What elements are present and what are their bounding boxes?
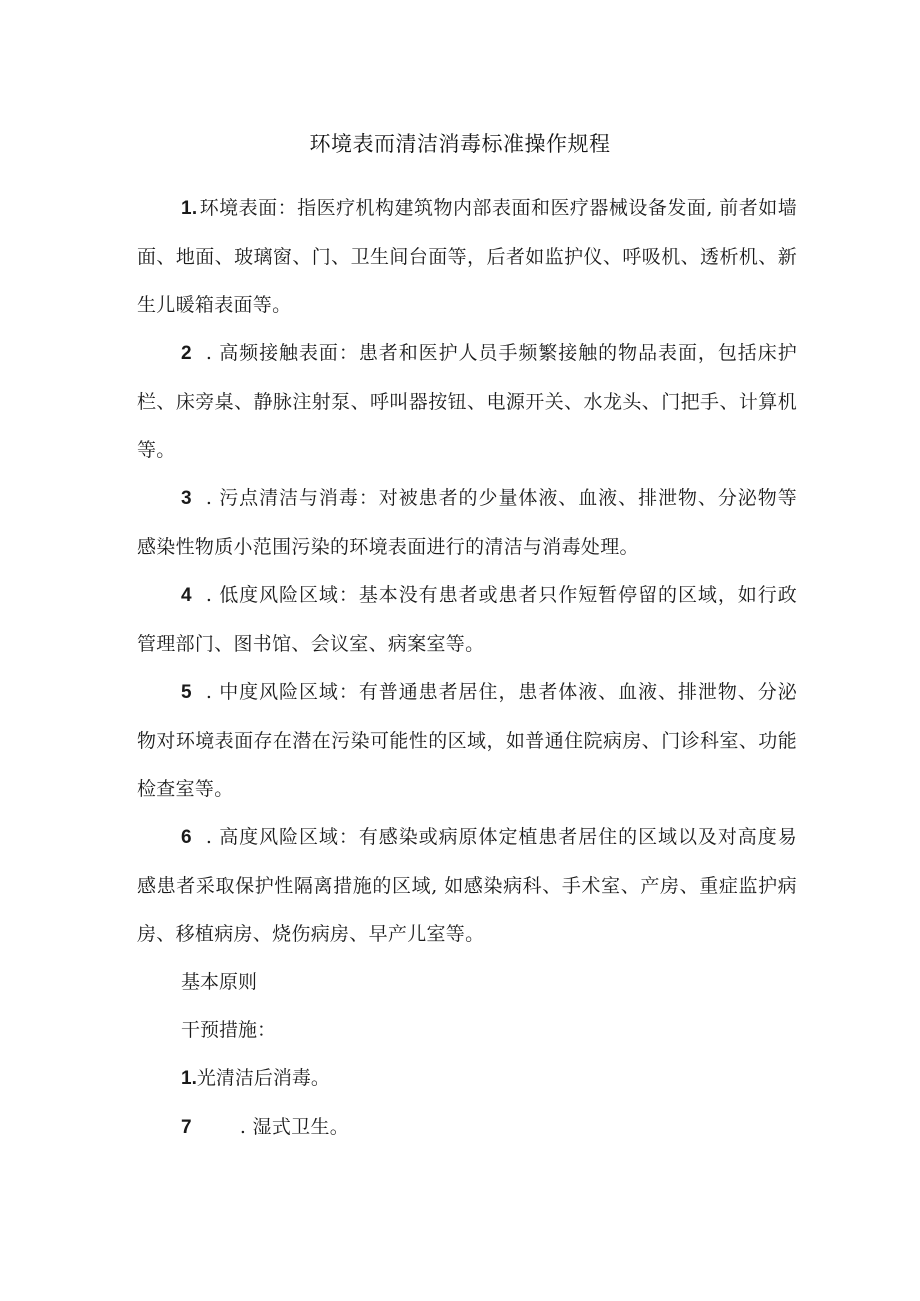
item-number: 4 xyxy=(181,585,192,606)
definition-item-3 xyxy=(137,474,797,571)
item-number: 6 xyxy=(181,827,192,848)
item-text: . 污点清洁与消毒：对被患者的少量体液、血液、排泄物、分泌物等感染性物质小范围污染的环境表面进行的清洁与消毒处理。 xyxy=(137,487,797,558)
item-text: . 低度风险区域：基本没有患者或患者只作短暂停留的区域，如行政管理部门、图书馆、会议室、病案室等。 xyxy=(137,584,797,655)
item-number: 7 xyxy=(181,1117,192,1138)
item-text: . 高频接触表面：患者和医护人员手频繁接触的物品表面，包括床护栏、床旁桌、静脉注射泵、呼叫器按钮、电源开关、水龙头、门把手、计算机等。 xyxy=(137,342,797,461)
item-number: 3 xyxy=(181,488,192,509)
definition-item-5 xyxy=(137,668,797,813)
item-number: 1. xyxy=(181,198,198,219)
measure-item-1 xyxy=(137,1054,797,1103)
item-text: . 中度风险区域：有普通患者居住，患者体液、血液、排泄物、分泌物对环境表面存在潜在污染可能性的区域，如普通住院病房、门诊科室、功能检查室等。 xyxy=(137,681,797,800)
item-number: 2 xyxy=(181,343,192,364)
measure-item-7 xyxy=(137,1103,797,1152)
item-number: 1. xyxy=(181,1068,197,1089)
page-title: 环境表而清洁消毒标准操作规程 xyxy=(309,132,611,156)
definition-item-2 xyxy=(137,329,797,474)
definition-item-6 xyxy=(137,813,797,958)
item-number: 5 xyxy=(181,682,192,703)
document-body xyxy=(137,184,797,1152)
item-text: 光清洁后消毒。 xyxy=(196,1067,330,1089)
item-text: . 湿式卫生。 xyxy=(239,1116,350,1138)
section-heading-measures: 干预措施： xyxy=(181,1019,277,1041)
item-text: . 高度风险区域：有感染或病原体定植患者居住的区域以及对高度易感患者采取保护性隔离措施的区域, 如感染病科、手术室、产房、重症监护病房、移植病房、烧伤病房、早产儿室等。 xyxy=(137,826,797,945)
definition-item-4 xyxy=(137,571,797,668)
section-heading-basic-principles: 基本原则 xyxy=(181,971,258,993)
definition-item-1 xyxy=(137,184,797,329)
item-text: 环境表面：指医疗机构建筑物内部表面和医疗器械设备发面, 前者如墙面、地面、玻璃窗、门、卫生间台面等，后者如监护仪、呼吸机、透析机、新生儿暖箱表面等。 xyxy=(137,197,797,316)
